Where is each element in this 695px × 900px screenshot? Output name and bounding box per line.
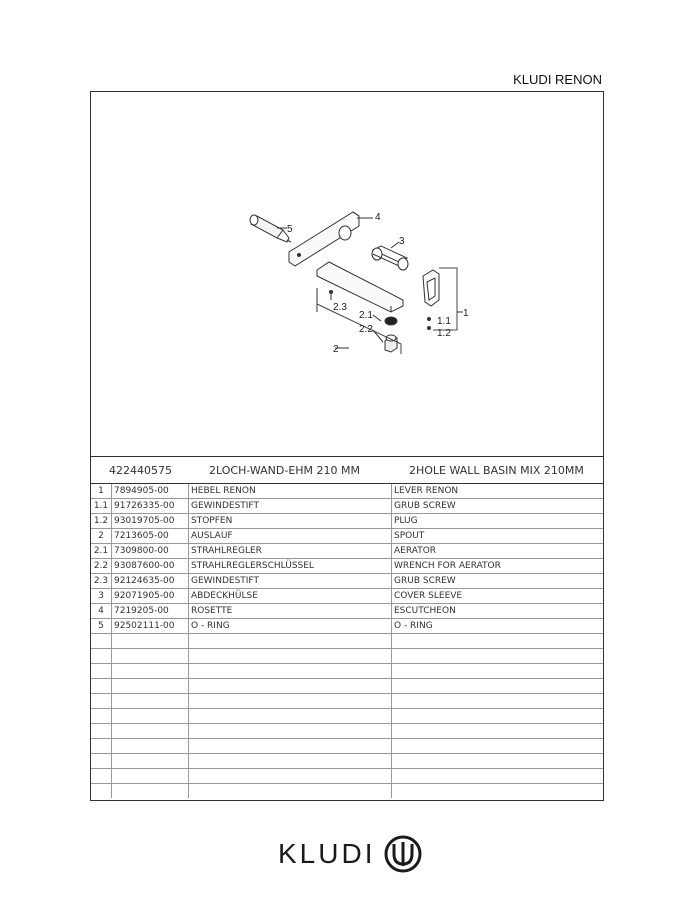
callout-2-3: 2.3 [333, 302, 347, 313]
table-row [91, 484, 603, 499]
part-description-de [189, 784, 392, 799]
callout-1-2: 1.2 [437, 328, 451, 339]
part-position [91, 664, 112, 679]
part-description-en [392, 649, 604, 664]
exploded-view-svg [91, 92, 603, 456]
cover-sleeve-part [372, 246, 408, 270]
table-row [91, 559, 603, 574]
callout-2: 2 [333, 344, 339, 355]
spout-part [317, 262, 403, 312]
table-row [91, 604, 603, 619]
callout-1-1: 1.1 [437, 316, 451, 327]
part-description-de [189, 739, 392, 754]
table-row [91, 679, 603, 694]
table-row [91, 544, 603, 559]
part-article-number [112, 694, 189, 709]
part-description-en: LEVER RENON [392, 484, 604, 499]
part-position [91, 784, 112, 799]
part-position [91, 769, 112, 784]
part-article-number [112, 784, 189, 799]
part-article-number [112, 769, 189, 784]
part-article-number: 7894905-00 [112, 484, 189, 499]
callout-3: 3 [399, 236, 405, 247]
escutcheon-part [289, 212, 359, 266]
part-description-en: GRUB SCREW [392, 499, 604, 514]
parts-sheet [90, 91, 604, 801]
part-article-number [112, 649, 189, 664]
part-position [91, 709, 112, 724]
table-row [91, 514, 603, 529]
part-article-number [112, 754, 189, 769]
callout-1: 1 [463, 308, 469, 319]
aerator-part [385, 317, 397, 325]
part-article-number: 93087600-00 [112, 559, 189, 574]
lever-part [423, 270, 439, 306]
part-description-en [392, 679, 604, 694]
part-description-de [189, 679, 392, 694]
product-header-row [91, 456, 603, 484]
part-description-de: AUSLAUF [189, 529, 392, 544]
part-description-en: GRUB SCREW [392, 574, 604, 589]
table-row [91, 589, 603, 604]
part-position [91, 739, 112, 754]
part-description-de: ABDECKHÜLSE [189, 589, 392, 604]
table-row [91, 619, 603, 634]
part-description-en [392, 694, 604, 709]
part-position: 1.1 [91, 499, 112, 514]
part-article-number: 7309800-00 [112, 544, 189, 559]
table-row [91, 769, 603, 784]
footer-logo [278, 832, 423, 876]
kludi-mark-icon [383, 834, 423, 874]
part-article-number [112, 664, 189, 679]
callout-2-1: 2.1 [359, 310, 373, 321]
part-description-de: GEWINDESTIFT [189, 499, 392, 514]
table-row [91, 529, 603, 544]
part-position [91, 679, 112, 694]
table-row [91, 784, 603, 799]
part-position: 3 [91, 589, 112, 604]
table-row [91, 709, 603, 724]
parts-table [91, 484, 603, 798]
document-title: KLUDI RENON [513, 72, 602, 87]
part-article-number: 7219205-00 [112, 604, 189, 619]
part-position: 2 [91, 529, 112, 544]
part-description-en: ESCUTCHEON [392, 604, 604, 619]
callout-4: 4 [375, 212, 381, 223]
part-position [91, 694, 112, 709]
part-article-number [112, 724, 189, 739]
exploded-view-drawing [91, 92, 603, 456]
part-description-en: PLUG [392, 514, 604, 529]
product-article-number: 422440575 [109, 464, 172, 477]
part-position [91, 649, 112, 664]
part-description-de [189, 634, 392, 649]
part-description-en [392, 754, 604, 769]
product-description-en: 2HOLE WALL BASIN MIX 210MM [409, 464, 584, 477]
product-description-de: 2LOCH-WAND-EHM 210 MM [209, 464, 361, 477]
part-description-en [392, 769, 604, 784]
part-description-de [189, 649, 392, 664]
part-description-en: AERATOR [392, 544, 604, 559]
part-article-number: 92071905-00 [112, 589, 189, 604]
part-position [91, 724, 112, 739]
part-article-number: 7213605-00 [112, 529, 189, 544]
table-row [91, 664, 603, 679]
table-row [91, 634, 603, 649]
part-position [91, 634, 112, 649]
table-row [91, 739, 603, 754]
part-description-en [392, 634, 604, 649]
part-position: 1 [91, 484, 112, 499]
table-row [91, 649, 603, 664]
part-description-de: STRAHLREGLER [189, 544, 392, 559]
part-description-de [189, 709, 392, 724]
part-position [91, 754, 112, 769]
callout-2-2: 2.2 [359, 324, 373, 335]
part-position: 1.2 [91, 514, 112, 529]
part-description-de: O - RING [189, 619, 392, 634]
table-row [91, 754, 603, 769]
part-description-en: O - RING [392, 619, 604, 634]
part-description-de: GEWINDESTIFT [189, 574, 392, 589]
part-article-number [112, 709, 189, 724]
part-description-de: STOPFEN [189, 514, 392, 529]
part-description-de [189, 754, 392, 769]
part-position: 5 [91, 619, 112, 634]
part-description-de: HEBEL RENON [189, 484, 392, 499]
part-description-en [392, 709, 604, 724]
part-article-number: 91726335-00 [112, 499, 189, 514]
part-article-number: 92124635-00 [112, 574, 189, 589]
part-description-en [392, 724, 604, 739]
part-description-de [189, 694, 392, 709]
part-description-de: STRAHLREGLERSCHLÜSSEL [189, 559, 392, 574]
part-description-de: ROSETTE [189, 604, 392, 619]
part-position: 4 [91, 604, 112, 619]
part-description-en: COVER SLEEVE [392, 589, 604, 604]
part-position: 2.3 [91, 574, 112, 589]
part-description-en: WRENCH FOR AERATOR [392, 559, 604, 574]
table-row [91, 694, 603, 709]
kludi-logo-text: KLUDI [278, 838, 376, 869]
part-position: 2.2 [91, 559, 112, 574]
table-row [91, 724, 603, 739]
table-row [91, 574, 603, 589]
part-description-en [392, 784, 604, 799]
part-article-number [112, 739, 189, 754]
part-description-en [392, 664, 604, 679]
part-description-de [189, 664, 392, 679]
part-description-de [189, 769, 392, 784]
part-description-en: SPOUT [392, 529, 604, 544]
callout-5: 5 [287, 224, 293, 235]
part-description-de [189, 724, 392, 739]
part-description-en [392, 739, 604, 754]
part-position: 2.1 [91, 544, 112, 559]
part-article-number [112, 679, 189, 694]
part-article-number: 93019705-00 [112, 514, 189, 529]
part-article-number [112, 634, 189, 649]
parts-table-body [91, 484, 603, 798]
table-row [91, 499, 603, 514]
part-article-number: 92502111-00 [112, 619, 189, 634]
